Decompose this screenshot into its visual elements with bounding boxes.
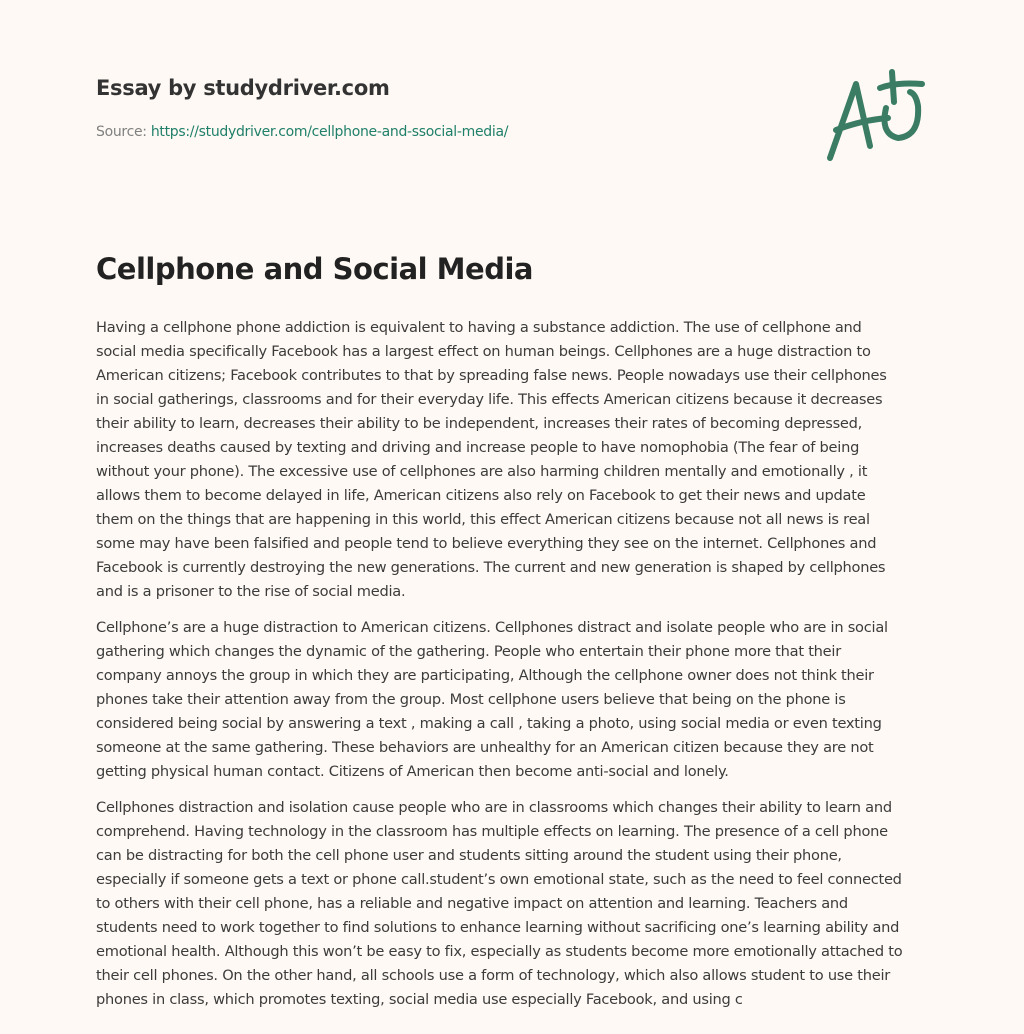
paragraph-line: considered being social by answering a text , making a call , taking a photo, using social media or even texting xyxy=(96,715,882,732)
paragraph-line: gathering which changes the dynamic of the gathering. People who entertain their phone more that their xyxy=(96,643,841,660)
source-link[interactable]: https://studydriver.com/cellphone-and-ssocial-media/ xyxy=(150,124,509,140)
paragraph-line: emotional health. Although this won’t be easy to fix, especially as students become more emotionally attached to xyxy=(96,943,903,960)
paragraph-line: in social gatherings, classrooms and for their everyday life. This effects American citizens because it decreases xyxy=(96,391,883,408)
paragraph-line: someone at the same gathering. These behaviors are unhealthy for an American citizen because they are not xyxy=(96,739,874,756)
paragraph-line: without your phone). The excessive use of cellphones are also harming children mentally and emotionally , it xyxy=(96,463,868,480)
essay-paragraph xyxy=(96,316,946,604)
essay-title: Cellphone and Social Media xyxy=(96,252,533,286)
essay-paragraph xyxy=(96,616,946,784)
paragraph-line: their cell phones. On the other hand, all schools use a form of technology, which also allows student to use their xyxy=(96,967,891,984)
paragraph-line: Cellphone’s are a huge distraction to American citizens. Cellphones distract and isolate people who are in social xyxy=(96,619,888,636)
essay-body xyxy=(96,316,946,1024)
paragraph-line: comprehend. Having technology in the classroom has multiple effects on learning. The presence of a cell phone xyxy=(96,823,888,840)
paragraph-line: getting physical human contact. Citizens of American then become anti-social and lonely. xyxy=(96,763,729,780)
paragraph-line: increases deaths caused by texting and driving and increase people to have nomophobia (The fear of being xyxy=(96,439,860,456)
paragraph-line: to others with their cell phone, has a reliable and negative impact on attention and learning. Teachers and xyxy=(96,895,848,912)
a-plus-logo-icon xyxy=(822,68,932,168)
paragraph-line: Cellphones distraction and isolation cause people who are in classrooms which changes their ability to learn and xyxy=(96,799,892,816)
paragraph-line: company annoys the group in which they are participating, Although the cellphone owner does not think their xyxy=(96,667,874,684)
paragraph-line: some may have been falsified and people tend to believe everything they see on the internet. Cellphones and xyxy=(96,535,877,552)
paragraph-line: and is a prisoner to the rise of social media. xyxy=(96,583,406,600)
paragraph-line: especially if someone gets a text or phone call.student’s own emotional state, such as the need to feel connected xyxy=(96,871,902,888)
paragraph-line: Having a cellphone phone addiction is equivalent to having a substance addiction. The use of cellphone and xyxy=(96,319,862,336)
paragraph-line: phones in class, which promotes texting, social media use especially Facebook, and using c xyxy=(96,991,743,1008)
source-line xyxy=(96,124,508,140)
paragraph-line: allows them to become delayed in life, American citizens also rely on Facebook to get their news and update xyxy=(96,487,866,504)
paragraph-line: social media specifically Facebook has a largest effect on human beings. Cellphones are a huge distraction to xyxy=(96,343,871,360)
essay-paragraph xyxy=(96,796,946,1012)
site-brand: Essay by studydriver.com xyxy=(96,76,390,100)
paragraph-line: Facebook is currently destroying the new generations. The current and new generation is shaped by cellphones xyxy=(96,559,886,576)
source-label: Source: xyxy=(96,124,147,140)
paragraph-line: American citizens; Facebook contributes to that by spreading false news. People nowadays use their cellphones xyxy=(96,367,887,384)
paragraph-line: them on the things that are happening in this world, this effect American citizens because not all news is real xyxy=(96,511,870,528)
paragraph-line: phones take their attention away from the group. Most cellphone users believe that being on the phone is xyxy=(96,691,846,708)
paragraph-line: their ability to learn, decreases their ability to be independent, increases their rates of becoming depressed, xyxy=(96,415,863,432)
paragraph-line: students need to work together to find solutions to enhance learning without sacrificing one’s learning ability and xyxy=(96,919,900,936)
paragraph-line: can be distracting for both the cell phone user and students sitting around the student using their phone, xyxy=(96,847,842,864)
